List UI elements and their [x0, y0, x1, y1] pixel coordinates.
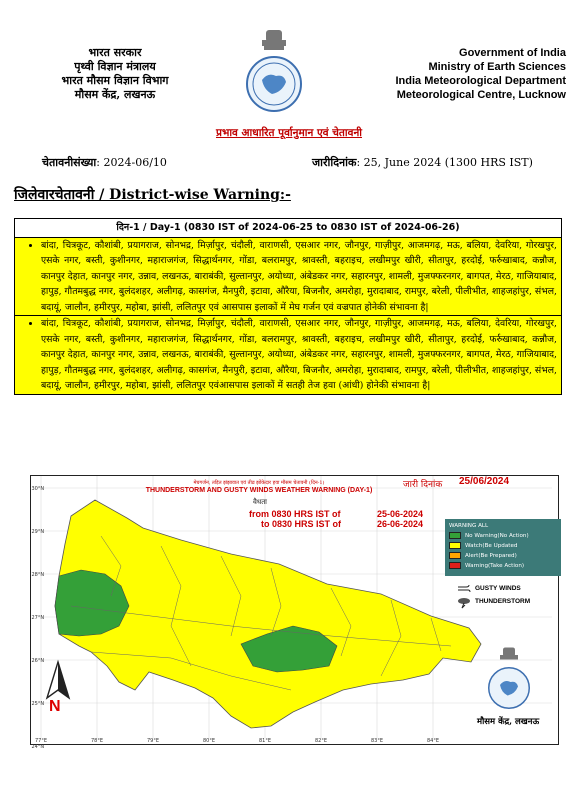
latitude-tick-label: 28°N [31, 572, 45, 578]
map-issued-date: 25/06/2024 [459, 476, 510, 487]
header-hindi-line: भारत सरकार [88, 46, 142, 59]
issue-date-label: जारीदिनांक [312, 156, 357, 169]
gusty-winds-label: GUSTY WINDS [475, 585, 521, 592]
header-english-line: Ministry of Earth Sciences [428, 61, 566, 73]
thunderstorm-label: THUNDERSTORM [475, 598, 531, 605]
legend-item [449, 552, 557, 559]
warning-text: • बांदा, चित्रकूट, कौशांबी, प्रयागराज, सोनभद्र, मिर्ज़ापुर, चंदौली, वाराणसी, एसआर नगर, जौनपुर, गाज़ीपुर, आजमगढ़, मऊ, बलिया, देवरिया, गोरखपुर, एसके नगर, बस्ती, कुशीनगर, महाराजगंज, सिद्धार्थनगर, गोंडा, बलरामपुर, श्रावस्ती, बहराइच, लखीमपुर खीरी, सीतापुर, हरदोई, फर्रुखाबाद, कन्नौज, कानपुर देहात, कानपुर नगर, उन्नाव, लखनऊ, बाराबंकी, सुल्तानपुर, अयोध्या, अंबेडकर नगर, सहारनपुर, शामली, मुजफ्फरनगर, बागपत, मेरठ, गाजियाबाद, हापुड़, गौतमबुद्ध नगर, बुलंदशहर, अलीगढ़, कासगंज, मैनपुरी, इटावा, औरैया, बिजनौर, अमरोहा, मुरादाबाद, रामपुर, बरेली, पीलीभीत, शाहजहांपुर, संभल, बदायूं, जालौन, हमीरपुर, महोबा, झांसी, ललितपुर एवंआसपास इलाकों में सतही तेज हवा (आंधी) होनेकी संभावना है| [41, 316, 557, 394]
map-from-text: from 0830 HRS IST of [249, 509, 341, 519]
header-hindi [20, 46, 210, 102]
latitude-tick-label: 26°N [31, 658, 45, 664]
map-hindi-title: मेघगर्जन, तड़ित झंझावात एवं तीव्र झोंकेदार हवा मौसम चेतावनी (दिन-1) [193, 480, 325, 486]
legend-label: No Warning(No Action) [465, 532, 529, 539]
longitude-tick-label: 83°E [371, 738, 384, 744]
map-from-date: 25-06-2024 [377, 509, 424, 519]
header-english-line: Government of India [459, 47, 566, 59]
legend-item [449, 542, 557, 549]
header-hindi-line: मौसम केंद्र, लखनऊ [74, 88, 156, 101]
thunderstorm-icon [457, 597, 471, 609]
header-hindi-line: पृथ्वी विज्ञान मंत्रालय [74, 60, 156, 73]
legend-item [449, 532, 557, 539]
header-english [330, 46, 566, 102]
longitude-tick-label: 81°E [259, 738, 272, 744]
legend-swatch [449, 562, 461, 569]
page-title: प्रभाव आधारित पूर्वानुमान एवं चेतावनी [215, 127, 363, 139]
longitude-tick-label: 79°E [147, 738, 160, 744]
warning-table [14, 218, 562, 395]
day-header: दिन-1 / Day-1 (0830 IST of 2024-06-25 to 0830 IST of 2024-06-26) [15, 219, 562, 238]
gusty-winds-icon [457, 584, 471, 594]
warning-number-value: : 2024-06/10 [96, 156, 167, 169]
map-issued-label: जारी दिनांक [403, 480, 443, 490]
header-english-line: India Meteorological Department [395, 75, 566, 87]
legend-label: Watch(Be Updated [465, 542, 518, 549]
legend-swatch [449, 552, 461, 559]
warning-text: • बांदा, चित्रकूट, कौशांबी, प्रयागराज, सोनभद्र, मिर्ज़ापुर, चंदौली, वाराणसी, एसआर नगर, जौनपुर, गाज़ीपुर, आजमगढ़, मऊ, बलिया, देवरिया, गोरखपुर, एसके नगर, बस्ती, कुशीनगर, महाराजगंज, सिद्धार्थनगर, गोंडा, बलरामपुर, श्रावस्ती, बहराइच, लखीमपुर खीरी, सीतापुर, हरदोई, फर्रुखाबाद, कन्नौज, कानपुर देहात, कानपुर नगर, उन्नाव, लखनऊ, बाराबंकी, सुल्तानपुर, अयोध्या, अंबेडकर नगर, सहारनपुर, शामली, मुजफ्फरनगर, बागपत, मेरठ, गाजियाबाद, हापुड़, गौतमबुद्ध नगर, बुलंदशहर, अलीगढ़, कासगंज, मैनपुरी, इटावा, औरैया, बिजनौर, अमरोहा, मुरादाबाद, रामपुर, बरेली, पीलीभीत, शाहजहांपुर, संभल, बदायूं, जालौन, हमीरपुर, महोबा, झांसी, ललितपुर एवं आसपास इलाकों में मेघ गर्जन एवं वज्रपात होनेकी संभावना है| [41, 238, 557, 316]
legend-item [449, 562, 557, 569]
issue-date-value: : 25, June 2024 (1300 HRS IST) [356, 156, 533, 169]
legend-title: WARNING ALL [449, 523, 489, 529]
latitude-tick-label: 27°N [31, 615, 45, 621]
map-title: THUNDERSTORM AND GUSTY WINDS WEATHER WARNING (DAY-1) [145, 487, 373, 494]
longitude-tick-label: 84°E [427, 738, 440, 744]
longitude-tick-label: 80°E [203, 738, 216, 744]
section-title: जिलेवारचेतावनी / District-wise Warning:- [14, 187, 291, 203]
map-validity-label: वैधता [253, 498, 267, 506]
warning-map [30, 475, 559, 750]
legend-label: Warning(Take Action) [465, 562, 525, 569]
warning-cell-gusty-winds [15, 316, 562, 395]
warning-number-label: चेतावनीसंख्या [42, 156, 97, 169]
latitude-tick-label: 29°N [31, 529, 45, 535]
map-footer: मौसम केंद्र, लखनऊ [477, 717, 540, 727]
map-to-text: to 0830 HRS IST of [261, 519, 342, 529]
header-hindi-line: भारत मौसम विज्ञान विभाग [61, 74, 169, 87]
imd-emblem-logo [242, 28, 306, 116]
header-english-line: Meteorological Centre, Lucknow [396, 89, 566, 101]
longitude-tick-label: 78°E [91, 738, 104, 744]
north-label: N [49, 698, 61, 715]
latitude-tick-label: 24°N [31, 744, 45, 750]
latitude-tick-label: 25°N [31, 701, 45, 707]
legend-label: Alert(Be Prepared) [465, 552, 517, 559]
legend-swatch [449, 532, 461, 539]
longitude-tick-label: 77°E [35, 738, 48, 744]
legend-swatch [449, 542, 461, 549]
warning-number [42, 155, 167, 170]
map-legend [445, 519, 561, 576]
issue-date [312, 155, 533, 170]
imd-emblem-small-logo [483, 646, 535, 712]
map-to-date: 26-06-2024 [377, 519, 424, 529]
warning-cell-thunderstorm [15, 237, 562, 316]
latitude-tick-label: 30°N [31, 486, 45, 492]
longitude-tick-label: 82°E [315, 738, 328, 744]
